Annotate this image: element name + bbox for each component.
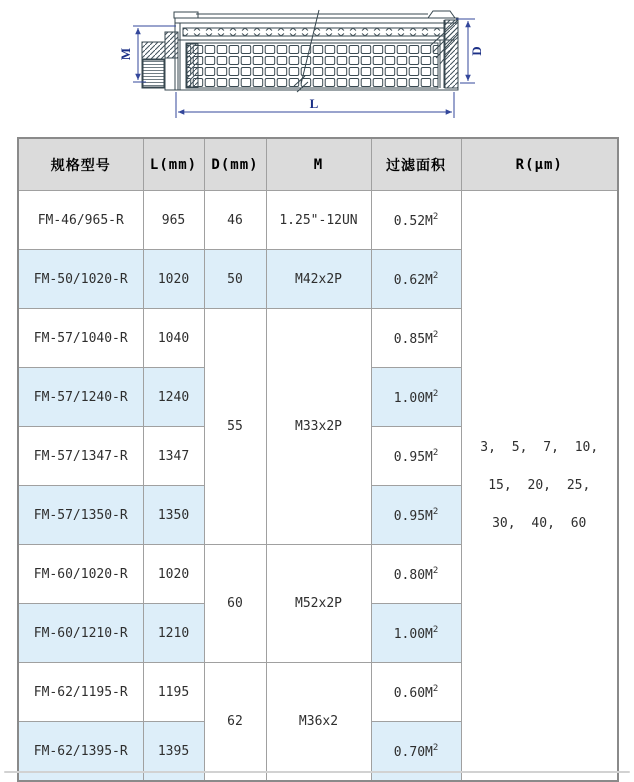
cell-area	[371, 250, 461, 309]
cell-area	[371, 191, 461, 250]
cell-area	[371, 663, 461, 722]
cell-length: 1347	[143, 427, 204, 486]
area-value: 0.70M	[393, 744, 433, 760]
filter-element-drawing	[0, 0, 634, 134]
area-value: 0.60M	[393, 685, 433, 701]
area-value: 0.95M	[393, 508, 433, 524]
cell-area	[371, 309, 461, 368]
micron-line: 30, 40, 60	[492, 515, 587, 531]
cell-thread: M36x2	[266, 663, 371, 782]
cell-model: FM-57/1240-R	[18, 368, 143, 427]
header-filter-area: 过滤面积	[371, 138, 461, 191]
header-diameter: D(mm)	[204, 138, 266, 191]
cell-diameter: 50	[204, 250, 266, 309]
cell-diameter: 62	[204, 663, 266, 782]
cell-length: 1395	[143, 722, 204, 782]
header-length: L(mm)	[143, 138, 204, 191]
cell-model: FM-46/965-R	[18, 191, 143, 250]
area-value: 1.00M	[393, 390, 433, 406]
table-row	[18, 191, 618, 250]
cell-model: FM-60/1210-R	[18, 604, 143, 663]
header-row	[18, 138, 618, 191]
area-value: 0.62M	[393, 272, 433, 288]
cell-length: 1350	[143, 486, 204, 545]
micron-line: 3, 5, 7, 10,	[480, 439, 599, 455]
area-sup: 2	[432, 270, 439, 281]
cell-length: 1020	[143, 250, 204, 309]
micron-line: 15, 20, 25,	[488, 477, 591, 493]
cell-thread: M42x2P	[266, 250, 371, 309]
cell-thread: M52x2P	[266, 545, 371, 663]
header-thread: M	[266, 138, 371, 191]
cell-area	[371, 545, 461, 604]
area-sup: 2	[432, 742, 439, 753]
cell-diameter: 46	[204, 191, 266, 250]
cell-length: 1040	[143, 309, 204, 368]
cell-model: FM-57/1350-R	[18, 486, 143, 545]
cell-length: 1240	[143, 368, 204, 427]
area-sup: 2	[432, 683, 439, 694]
area-value: 0.85M	[393, 331, 433, 347]
cell-model: FM-62/1195-R	[18, 663, 143, 722]
cell-thread: M33x2P	[266, 309, 371, 545]
page-bottom-border	[4, 771, 630, 773]
area-value: 0.95M	[393, 449, 433, 465]
area-value: 1.00M	[393, 626, 433, 642]
area-value: 0.80M	[393, 567, 433, 583]
area-sup: 2	[432, 565, 439, 576]
dim-label-m: M	[118, 47, 133, 61]
cell-length: 1210	[143, 604, 204, 663]
area-sup: 2	[432, 329, 439, 340]
area-value: 0.52M	[393, 213, 433, 229]
dim-label-l: L	[309, 96, 319, 111]
cell-area	[371, 368, 461, 427]
cell-micron-range	[461, 191, 618, 782]
area-sup: 2	[432, 388, 439, 399]
cell-model: FM-57/1040-R	[18, 309, 143, 368]
cell-diameter: 60	[204, 545, 266, 663]
cell-model: FM-60/1020-R	[18, 545, 143, 604]
cell-diameter: 55	[204, 309, 266, 545]
cell-length: 1195	[143, 663, 204, 722]
spec-table	[17, 137, 619, 782]
cell-area	[371, 427, 461, 486]
area-sup: 2	[432, 447, 439, 458]
threaded-fitting	[142, 32, 178, 90]
area-sup: 2	[432, 506, 439, 517]
cell-model: FM-62/1395-R	[18, 722, 143, 782]
dim-label-d: D	[469, 46, 484, 56]
cell-area	[371, 604, 461, 663]
cell-length: 965	[143, 191, 204, 250]
cell-model: FM-50/1020-R	[18, 250, 143, 309]
area-sup: 2	[432, 624, 439, 635]
header-micron: R(μm)	[461, 138, 618, 191]
cell-thread: 1.25"-12UN	[266, 191, 371, 250]
cell-model: FM-57/1347-R	[18, 427, 143, 486]
cell-area	[371, 486, 461, 545]
area-sup: 2	[432, 211, 439, 222]
cell-length: 1020	[143, 545, 204, 604]
header-model: 规格型号	[18, 138, 143, 191]
